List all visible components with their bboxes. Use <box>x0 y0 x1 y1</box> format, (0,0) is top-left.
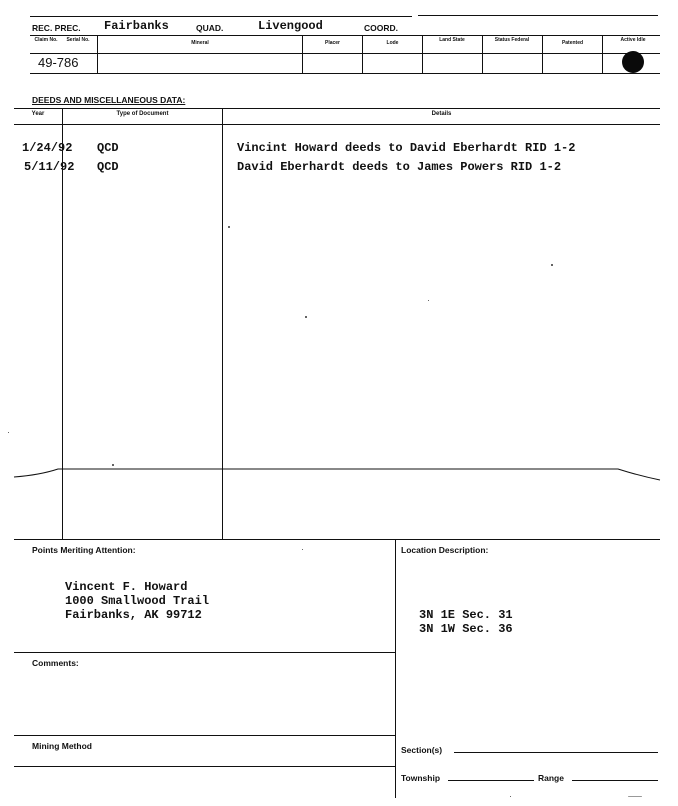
deeds-top-rule <box>14 108 660 109</box>
location-line: 3N 1E Sec. 31 <box>419 608 513 622</box>
col-year: Year <box>31 111 45 117</box>
comments-rule <box>14 652 395 653</box>
points-meriting-attention-label: Points Meriting Attention: <box>32 545 136 555</box>
col-type-of-document: Type of Document <box>116 111 169 117</box>
quad-value: Livengood <box>258 19 323 33</box>
address-line: Fairbanks, AK 99712 <box>65 608 202 622</box>
mining-method-rule <box>14 735 395 736</box>
coord-label: COORD. <box>364 23 398 33</box>
sections-blank <box>454 752 658 753</box>
rec-prec-value: Fairbanks <box>104 19 169 33</box>
col-placer: Placer <box>324 40 340 46</box>
range-blank <box>572 780 658 781</box>
deeds-section-title: DEEDS AND MISCELLANEOUS DATA: <box>32 95 186 105</box>
range-label: Range <box>538 773 564 783</box>
deed-year: 1/24/92 <box>22 141 73 155</box>
township-label: Township <box>401 773 441 783</box>
claim-table-top-rule <box>30 35 660 36</box>
lower-top-rule <box>14 539 660 540</box>
deeds-header-rule <box>14 124 660 125</box>
rec-prec-label: REC. PREC. <box>32 23 81 33</box>
col-lode: Lode <box>386 40 399 46</box>
col-land-state: Land State <box>439 37 465 43</box>
sections-label: Section(s) <box>401 745 443 755</box>
deed-details: Vincint Howard deeds to David Eberhardt RID 1-2 <box>237 141 576 155</box>
deed-type: QCD <box>97 141 119 155</box>
claim-no-value: 49-786 <box>38 55 79 70</box>
comments-label: Comments: <box>32 658 79 668</box>
location-description-label: Location Description: <box>401 545 489 555</box>
col-details: Details <box>431 111 452 117</box>
col-active-idle: Active Idle <box>620 37 646 43</box>
top-rule-left <box>30 16 412 17</box>
mining-method-label: Mining Method <box>32 741 92 751</box>
deed-type: QCD <box>97 160 119 174</box>
col-mineral: Mineral <box>191 40 209 46</box>
top-rule-right <box>418 15 658 16</box>
fold-line <box>0 460 678 490</box>
township-blank <box>448 780 534 781</box>
claim-table-bottom-rule <box>30 73 660 74</box>
claim-table-mid-rule <box>30 53 660 54</box>
col-patented: Patented <box>561 40 584 46</box>
address-line: Vincent F. Howard <box>65 580 188 594</box>
mining-method-bottom-rule <box>14 766 395 767</box>
quad-label: QUAD. <box>196 23 224 33</box>
address-line: 1000 Smallwood Trail <box>65 594 210 608</box>
col-serial-no: Serial No. <box>66 37 90 43</box>
location-line: 3N 1W Sec. 36 <box>419 622 513 636</box>
deed-details: David Eberhardt deeds to James Powers RID 1-2 <box>237 160 562 174</box>
col-status-federal: Status Federal <box>494 37 530 43</box>
active-status-dot <box>622 51 644 73</box>
deed-year: 5/11/92 <box>24 160 75 174</box>
col-claim-no: Claim No. <box>34 37 58 43</box>
